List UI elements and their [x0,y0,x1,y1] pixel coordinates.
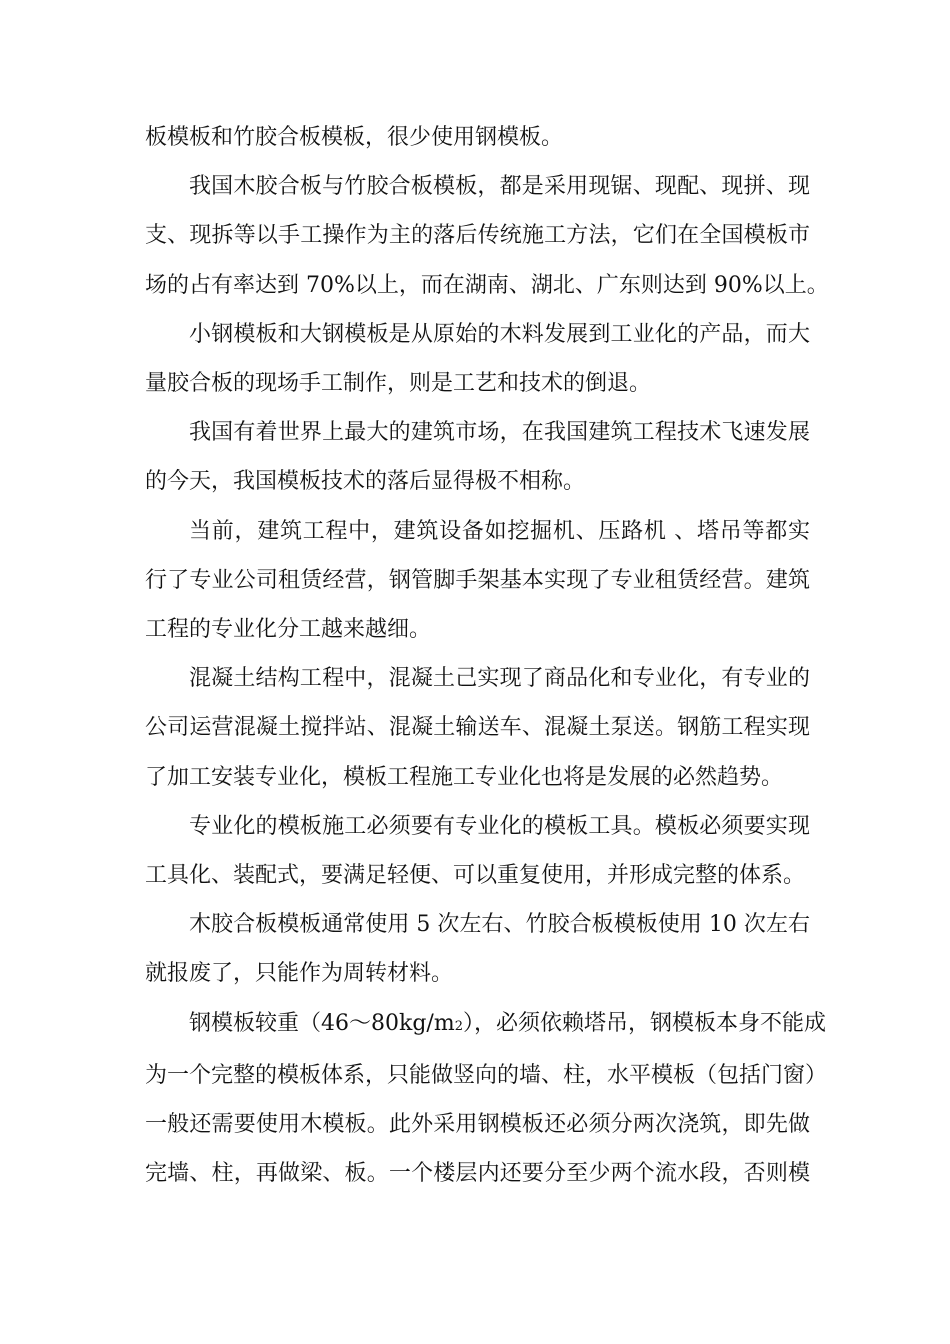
paragraph-line: 场的占有率达到 70%以上，而在湖南、湖北、广东则达到 90%以上。 [145,272,829,298]
paragraph-line: 小钢模板和大钢模板是从原始的木料发展到工业化的产品，而大 [189,321,810,347]
paragraph [145,113,810,162]
paragraph-line: 木胶合板模板通常使用 5 次左右、竹胶合板模板使用 10 次左右 [189,912,810,938]
paragraph-line: 一般还需要使用木模板。此外采用钢模板还必须分两次浇筑，即先做 [145,1112,810,1138]
paragraph-line: 就报废了，只能作为周转材料。 [145,961,454,987]
unit-exponent: 2 [454,1018,463,1034]
paragraph-line: 完墙、柱，再做梁、板。一个楼层内还要分至少两个流水段，否则模 [145,1161,810,1187]
paragraph-line [145,999,826,1051]
paragraph-line: 量胶合板的现场手工制作，则是工艺和技术的倒退。 [145,371,652,397]
paragraph-line: 工程的专业化分工越来越细。 [145,617,432,643]
paragraph [145,654,810,802]
body-text [145,113,829,1198]
paragraph-text: 钢模板较重（46～80kg/m [189,1010,455,1036]
paragraph-text: ），必须依赖塔吊，钢模板本身不能成 [462,1010,826,1036]
paragraph-line: 的今天，我国模板技术的落后显得极不相称。 [145,469,586,495]
paragraph-line: 公司运营混凝土搅拌站、混凝土输送车、混凝土泵送。钢筋工程实现 [145,715,810,741]
paragraph [145,999,828,1199]
paragraph-line: 专业化的模板施工必须要有专业化的模板工具。模板必须要实现 [189,813,810,839]
paragraph [145,802,810,900]
paragraph [145,507,810,655]
paragraph-line: 支、现拆等以手工操作为主的落后传统施工方法，它们在全国模板市 [145,223,810,249]
paragraph-line: 我国有着世界上最大的建筑市场，在我国建筑工程技术飞速发展 [189,420,810,446]
paragraph [145,162,829,310]
paragraph [145,408,810,506]
paragraph-line: 我国木胶合板与竹胶合板模板，都是采用现锯、现配、现拼、现 [189,174,810,200]
paragraph-line: 板模板和竹胶合板模板，很少使用钢模板。 [145,125,564,150]
paragraph-line: 行了专业公司租赁经营，钢管脚手架基本实现了专业租赁经营。建筑 [145,567,810,593]
paragraph [145,900,810,998]
paragraph-line: 工具化、装配式，要满足轻便、可以重复使用，并形成完整的体系。 [145,863,806,889]
paragraph-line: 混凝土结构工程中，混凝土己实现了商品化和专业化，有专业的 [189,666,810,692]
paragraph-line: 为一个完整的模板体系，只能做竖向的墙、柱，水平模板（包括门窗） [145,1062,828,1088]
paragraph-line: 了加工安装专业化，模板工程施工专业化也将是发展的必然趋势。 [145,764,784,790]
paragraph [145,310,810,408]
paragraph-line: 当前，建筑工程中，建筑设备如挖掘机、压路机 、塔吊等都实 [189,518,810,544]
